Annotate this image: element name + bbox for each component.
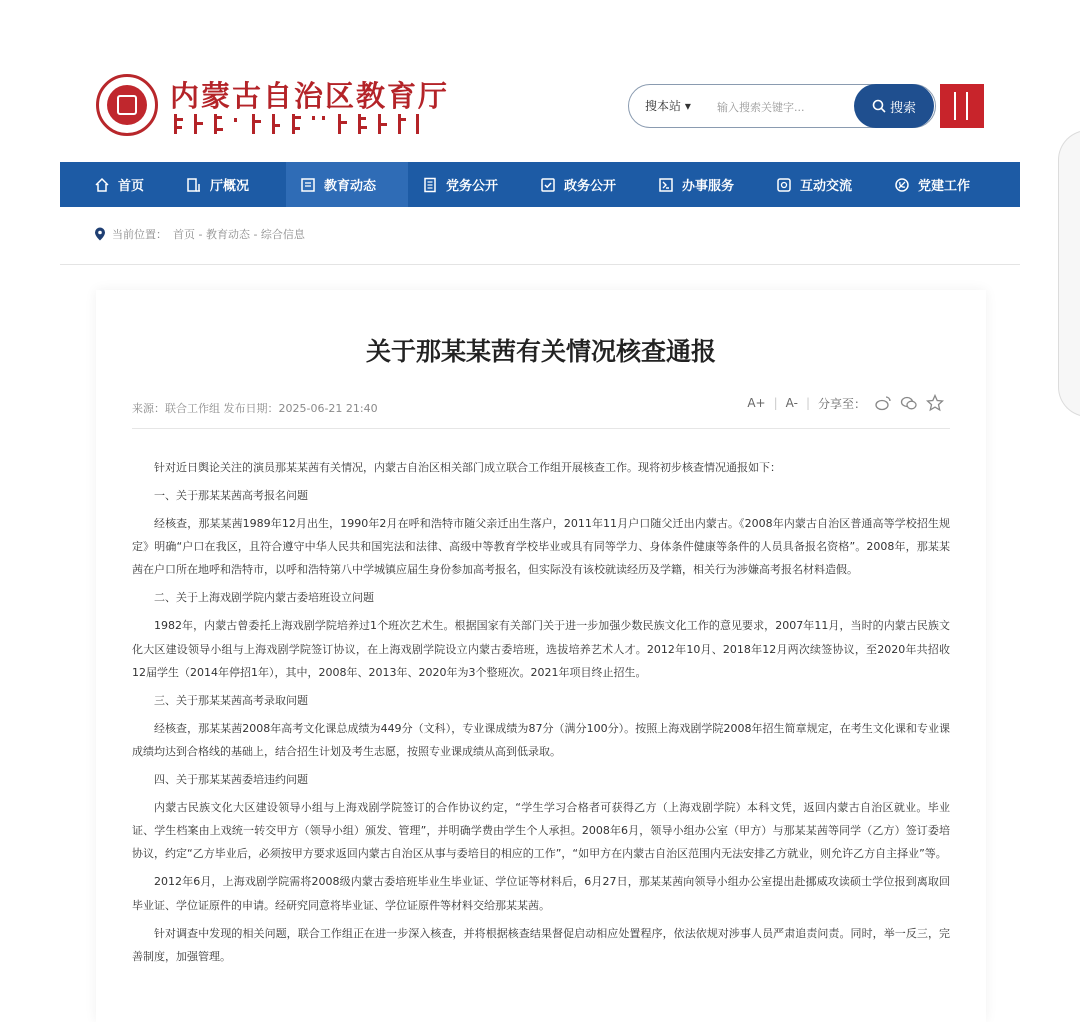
chat-icon [776,177,792,193]
section-heading: 二、关于上海戏剧学院内蒙古委培班设立问题 [154,591,374,605]
paragraph: 内蒙古民族文化大区建设领导小组与上海戏剧学院签订的合作协议约定，“学生学习合格者可获得乙方（上海戏剧学院）本科文凭，返回内蒙古自治区就业。毕业证、学生档案由上戏统一转交甲方（领导小组）颁发、管理”，并明确学费由学生个人承担。2008年6月，领导小组办公室（甲方）与那某某茜等同学（乙方）签订委培协议，约定“乙方毕业后，必须按甲方要求返回内蒙古自治区从事与委培目的相应的工作”，“如甲方在内蒙古自治区范围内无法安排乙方就业，则允许乙方自主择业”等。 [132,801,950,861]
news-icon [300,177,316,193]
search-scope-select[interactable]: 搜本站 ▾ [645,99,691,113]
header-divider [60,264,1020,265]
section-heading: 一、关于那某某茜高考报名问题 [154,489,308,502]
main-nav [60,162,1020,207]
weibo-share-icon[interactable] [874,394,892,412]
article-meta: 来源：联合工作组 发布日期：2025-06-21 21:40 [132,402,378,415]
nav-item-overview[interactable]: 厅概况 [172,162,286,207]
search-input[interactable] [715,95,849,119]
mongolian-badge-icon[interactable] [940,84,984,128]
paragraph: 针对调查中发现的相关问题，联合工作组正在进一步深入核查，并将根据核查结果督促启动相应处置程序，依法依规对涉事人员严肃追责问责。同时，举一反三，完善制度，加强管理。 [132,926,950,963]
caret-down-icon: ▾ [684,99,691,113]
party-icon [894,177,910,193]
font-decrease-button[interactable]: A- [785,396,798,410]
document-icon [422,177,438,193]
breadcrumb: 当前位置： 首页 - 教育动态 - 综合信息 [94,226,305,242]
check-doc-icon [540,177,556,193]
wechat-share-icon[interactable] [900,394,918,412]
article-card [96,290,986,1022]
side-panel-edge [1058,130,1080,417]
nav-item-party-affairs[interactable]: 党务公开 [408,162,526,207]
article-body [132,456,950,973]
mongolian-script-logo [172,112,422,136]
nav-item-education-news[interactable]: 教育动态 [286,162,408,207]
article-title: 关于那某某茜有关情况核查通报 [365,337,716,366]
search-button[interactable]: 搜索 [854,84,934,128]
breadcrumb-path[interactable]: 首页 - 教育动态 - 综合信息 [173,228,305,241]
section-heading: 三、关于那某某茜高考录取问题 [154,693,308,707]
nav-item-party-building[interactable]: 党建工作 [880,162,1000,207]
search-icon [872,99,886,113]
share-label: 分享至： [817,396,866,411]
paragraph: 经核查，那某某茜1989年12月出生，1990年2月在呼和浩特市随父亲迁出生落户，2011年11月户口随父迁出内蒙古。《2008年内蒙古自治区普通高等学校招生规定》明确“户口在我区，且符合遵守中华人民共和国宪法和法律、高级中等教育学校毕业或具有同等学力、身体条件健康等条件的人员具备报名资格”。2008年，那某某茜在户口所在地呼和浩特市，以呼和浩特第八中学城镇应届生身份参加高考报名，但实际没有该校就读经历及学籍，相关行为涉嫌高考报名材料造假。 [132,517,950,577]
home-icon [94,177,110,193]
article-divider [132,428,950,429]
site-header [60,60,1020,162]
paragraph: 2012年6月，上海戏剧学院需将2008级内蒙古委培班毕业生毕业证、学位证等材料后，6月27日，那某某茜向领导小组办公室提出赴挪威攻读硕士学位报到离取回毕业证、学位证原件的申请。经研究同意将毕业证、学位证原件等材料交给那某某茜。 [132,875,950,912]
nav-item-home[interactable]: 首页 [60,162,172,207]
article-tools: A+ | A- | 分享至： [747,394,944,412]
paragraph: 1982年，内蒙古曾委托上海戏剧学院培养过1个班次艺术生。根据国家有关部门关于进一步加强少数民族文化工作的意见要求，2007年11月，当时的内蒙古民族文化大区建设领导小组与上海戏剧学院签订协议，在上海戏剧学院设立内蒙古委培班，选拔培养艺术人才。2012年10月、2018年12月两次续签协议，至2020年共招收12届学生（2014年停招1年），其中，2008年、2013年、2020年为3个整班次。2021年项目终止招生。 [132,619,950,679]
star-favorite-icon[interactable] [926,394,944,412]
emblem-icon [96,74,158,136]
nav-item-interaction[interactable]: 互动交流 [762,162,880,207]
paragraph: 针对近日舆论关注的演员那某某茜有关情况，内蒙古自治区相关部门成立联合工作组开展核查工作。现将初步核查情况通报如下： [154,461,781,474]
nav-item-services[interactable]: 办事服务 [644,162,762,207]
nav-item-government-affairs[interactable]: 政务公开 [526,162,644,207]
location-pin-icon [94,227,106,241]
paragraph: 经核查，那某某茜2008年高考文化课总成绩为449分（文科），专业课成绩为87分（满分100分）。按照上海戏剧学院2008年招生简章规定，在考生文化课和专业课成绩均达到合格线的基础上，结合招生计划及考生志愿，按照专业课成绩从高到低录取。 [132,721,950,759]
section-heading: 四、关于那某某茜委培违约问题 [154,773,308,787]
service-icon [658,177,674,193]
site-title[interactable]: 内蒙古自治区教育厅 [170,79,450,113]
building-icon [186,177,202,193]
font-increase-button[interactable]: A+ [747,396,766,410]
